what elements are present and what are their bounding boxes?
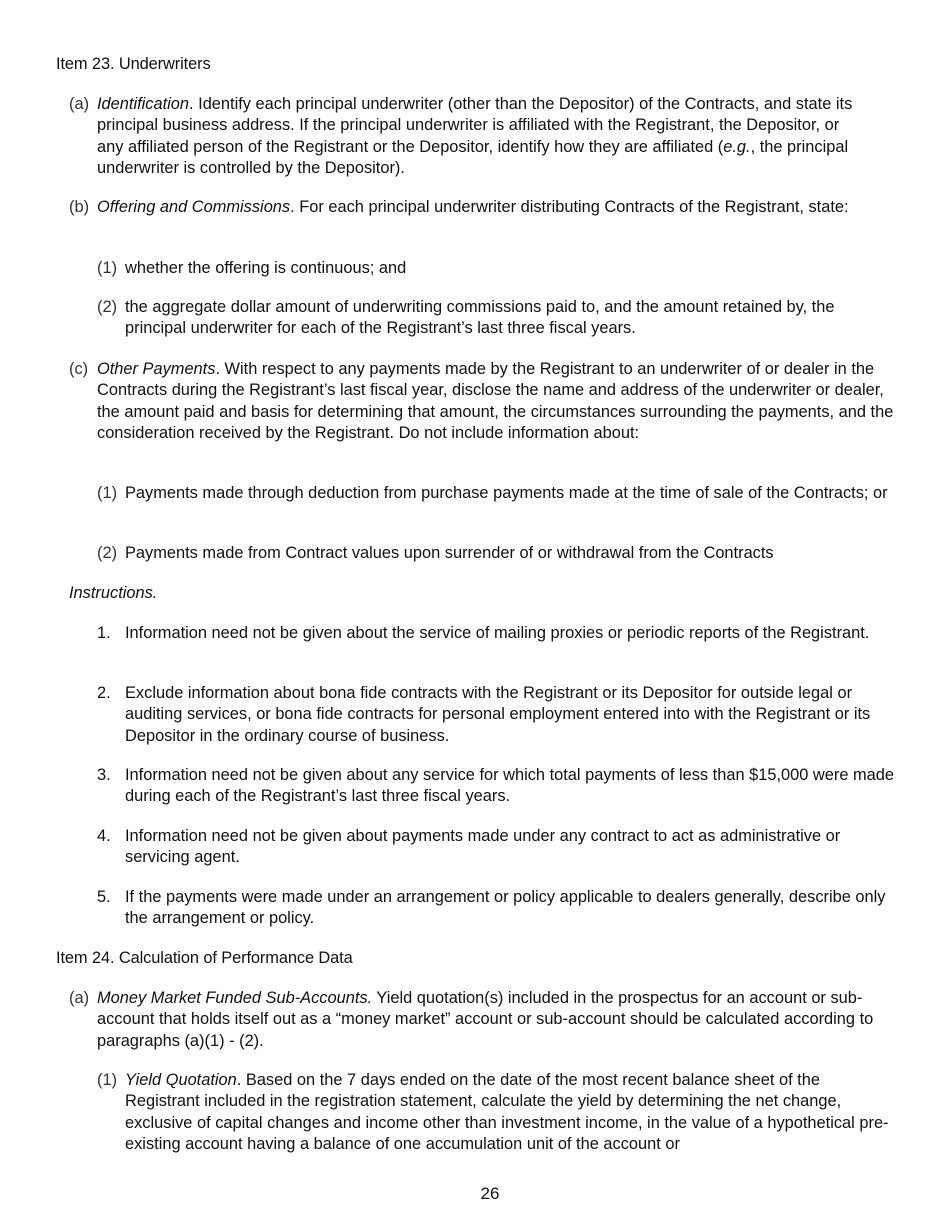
item-23-a-text-end: , the principal underwriter is controlled by the Depositor). (97, 137, 849, 178)
list-item-text: If the payments were made under an arrangement or policy applicable to dealers generally, describe only the arrangement or policy. (125, 888, 886, 928)
list-item-text: Information need not be given about any service for which total payments of less than $15,000 were made during each of the Registrant’s last three fiscal years. (125, 766, 894, 806)
list-item-text: the aggregate dollar amount of underwriting commissions paid to, and the amount retained by, the principal underwriter for each of the Registrant’s last three fiscal years. (125, 298, 835, 338)
list-marker: 1. (97, 624, 111, 642)
item-24-a-text: Yield quotation(s) included in the prospectus for an account or sub-account that holds itself out as a “money market” account or sub-account should be calculated according to paragraphs (a)(1) - (2). (97, 989, 874, 1050)
list-marker: (a) (69, 989, 90, 1007)
instruction-2 (97, 683, 897, 747)
list-marker: (b) (69, 198, 90, 216)
item-23-b-1 (97, 258, 897, 279)
item-23-b-2 (97, 297, 897, 340)
item-23-b (69, 197, 869, 218)
list-item-text: whether the offering is continuous; and (125, 259, 407, 277)
list-item-text: Payments made from Contract values upon surrender of or withdrawal from the Contracts (125, 544, 774, 562)
item-23-a-title: Identification (97, 95, 190, 113)
list-marker: 2. (97, 684, 111, 702)
item-24-a-title: Money Market Funded Sub-Accounts. (97, 989, 373, 1007)
list-marker: (1) (97, 484, 118, 502)
item-23-a-text: . Identify each principal underwriter (other than the Depositor) of the Contracts, and state its principal business address. If the principal underwriter is affiliated with the Registrant, the Depositor, or any affiliated person of the Registrant or the Depositor, identify how they are affiliated ( (97, 95, 853, 156)
item-24-heading: Item 24. Calculation of Performance Data (56, 949, 353, 967)
item-23-c-title: Other Payments (97, 360, 216, 378)
list-marker: (c) (69, 360, 89, 378)
item-23-heading: Item 23. Underwriters (56, 55, 211, 73)
instruction-5 (97, 887, 897, 930)
instructions-label: Instructions. (69, 584, 158, 602)
item-23-b-text: . For each principal underwriter distributing Contracts of the Registrant, state: (290, 198, 849, 216)
item-23-c-text: . With respect to any payments made by the Registrant to an underwriter of or dealer in the Contracts during the Registrant’s last fiscal year, disclose the name and address of the underwriter or dealer, the amount paid and basis for determining that amount, the circumstances surrounding the payments, and the consideration received by the Registrant. Do not include information about: (97, 360, 894, 443)
list-item-text: Information need not be given about payments made under any contract to act as administrative or servicing agent. (125, 827, 841, 867)
item-23-c-2 (97, 543, 897, 564)
item-24-a (69, 988, 899, 1052)
page-number: 26 (480, 1184, 500, 1203)
item-24-a-1-text: . Based on the 7 days ended on the date of the most recent balance sheet of the Registrant included in the registration statement, calculate the yield by determining the net change, exclusive of capital changes and income other than investment income, in the value of a hypothetical pre-existing account having a balance of one accumulation unit of the account or (125, 1071, 889, 1154)
list-item-text: Payments made through deduction from purchase payments made at the time of sale of the Contracts; or (125, 484, 888, 502)
instruction-4 (97, 826, 897, 869)
eg-text: e.g. (723, 137, 751, 156)
item-23-c-1 (97, 483, 897, 504)
list-item-text: Exclude information about bona fide contracts with the Registrant or its Depositor for outside legal or auditing services, or bona fide contracts for personal employment entered into with the Registrant or its Depositor in the ordinary course of business. (125, 684, 871, 745)
list-marker: (a) (69, 95, 90, 113)
list-marker: 4. (97, 827, 111, 845)
list-marker: (2) (97, 544, 118, 562)
list-item-text: Information need not be given about the service of mailing proxies or periodic reports of the Registrant. (125, 624, 870, 642)
instruction-1 (97, 623, 897, 644)
item-24-a-1 (97, 1070, 897, 1156)
list-marker: (2) (97, 298, 118, 316)
item-23-b-title: Offering and Commissions (97, 198, 291, 216)
item-23-c (69, 359, 899, 445)
item-23-a (69, 94, 869, 180)
list-marker: 5. (97, 888, 111, 906)
instruction-3 (97, 765, 897, 808)
list-marker: 3. (97, 766, 111, 784)
item-24-a-1-title: Yield Quotation (125, 1071, 237, 1089)
list-marker: (1) (97, 1071, 118, 1089)
list-marker: (1) (97, 259, 118, 277)
